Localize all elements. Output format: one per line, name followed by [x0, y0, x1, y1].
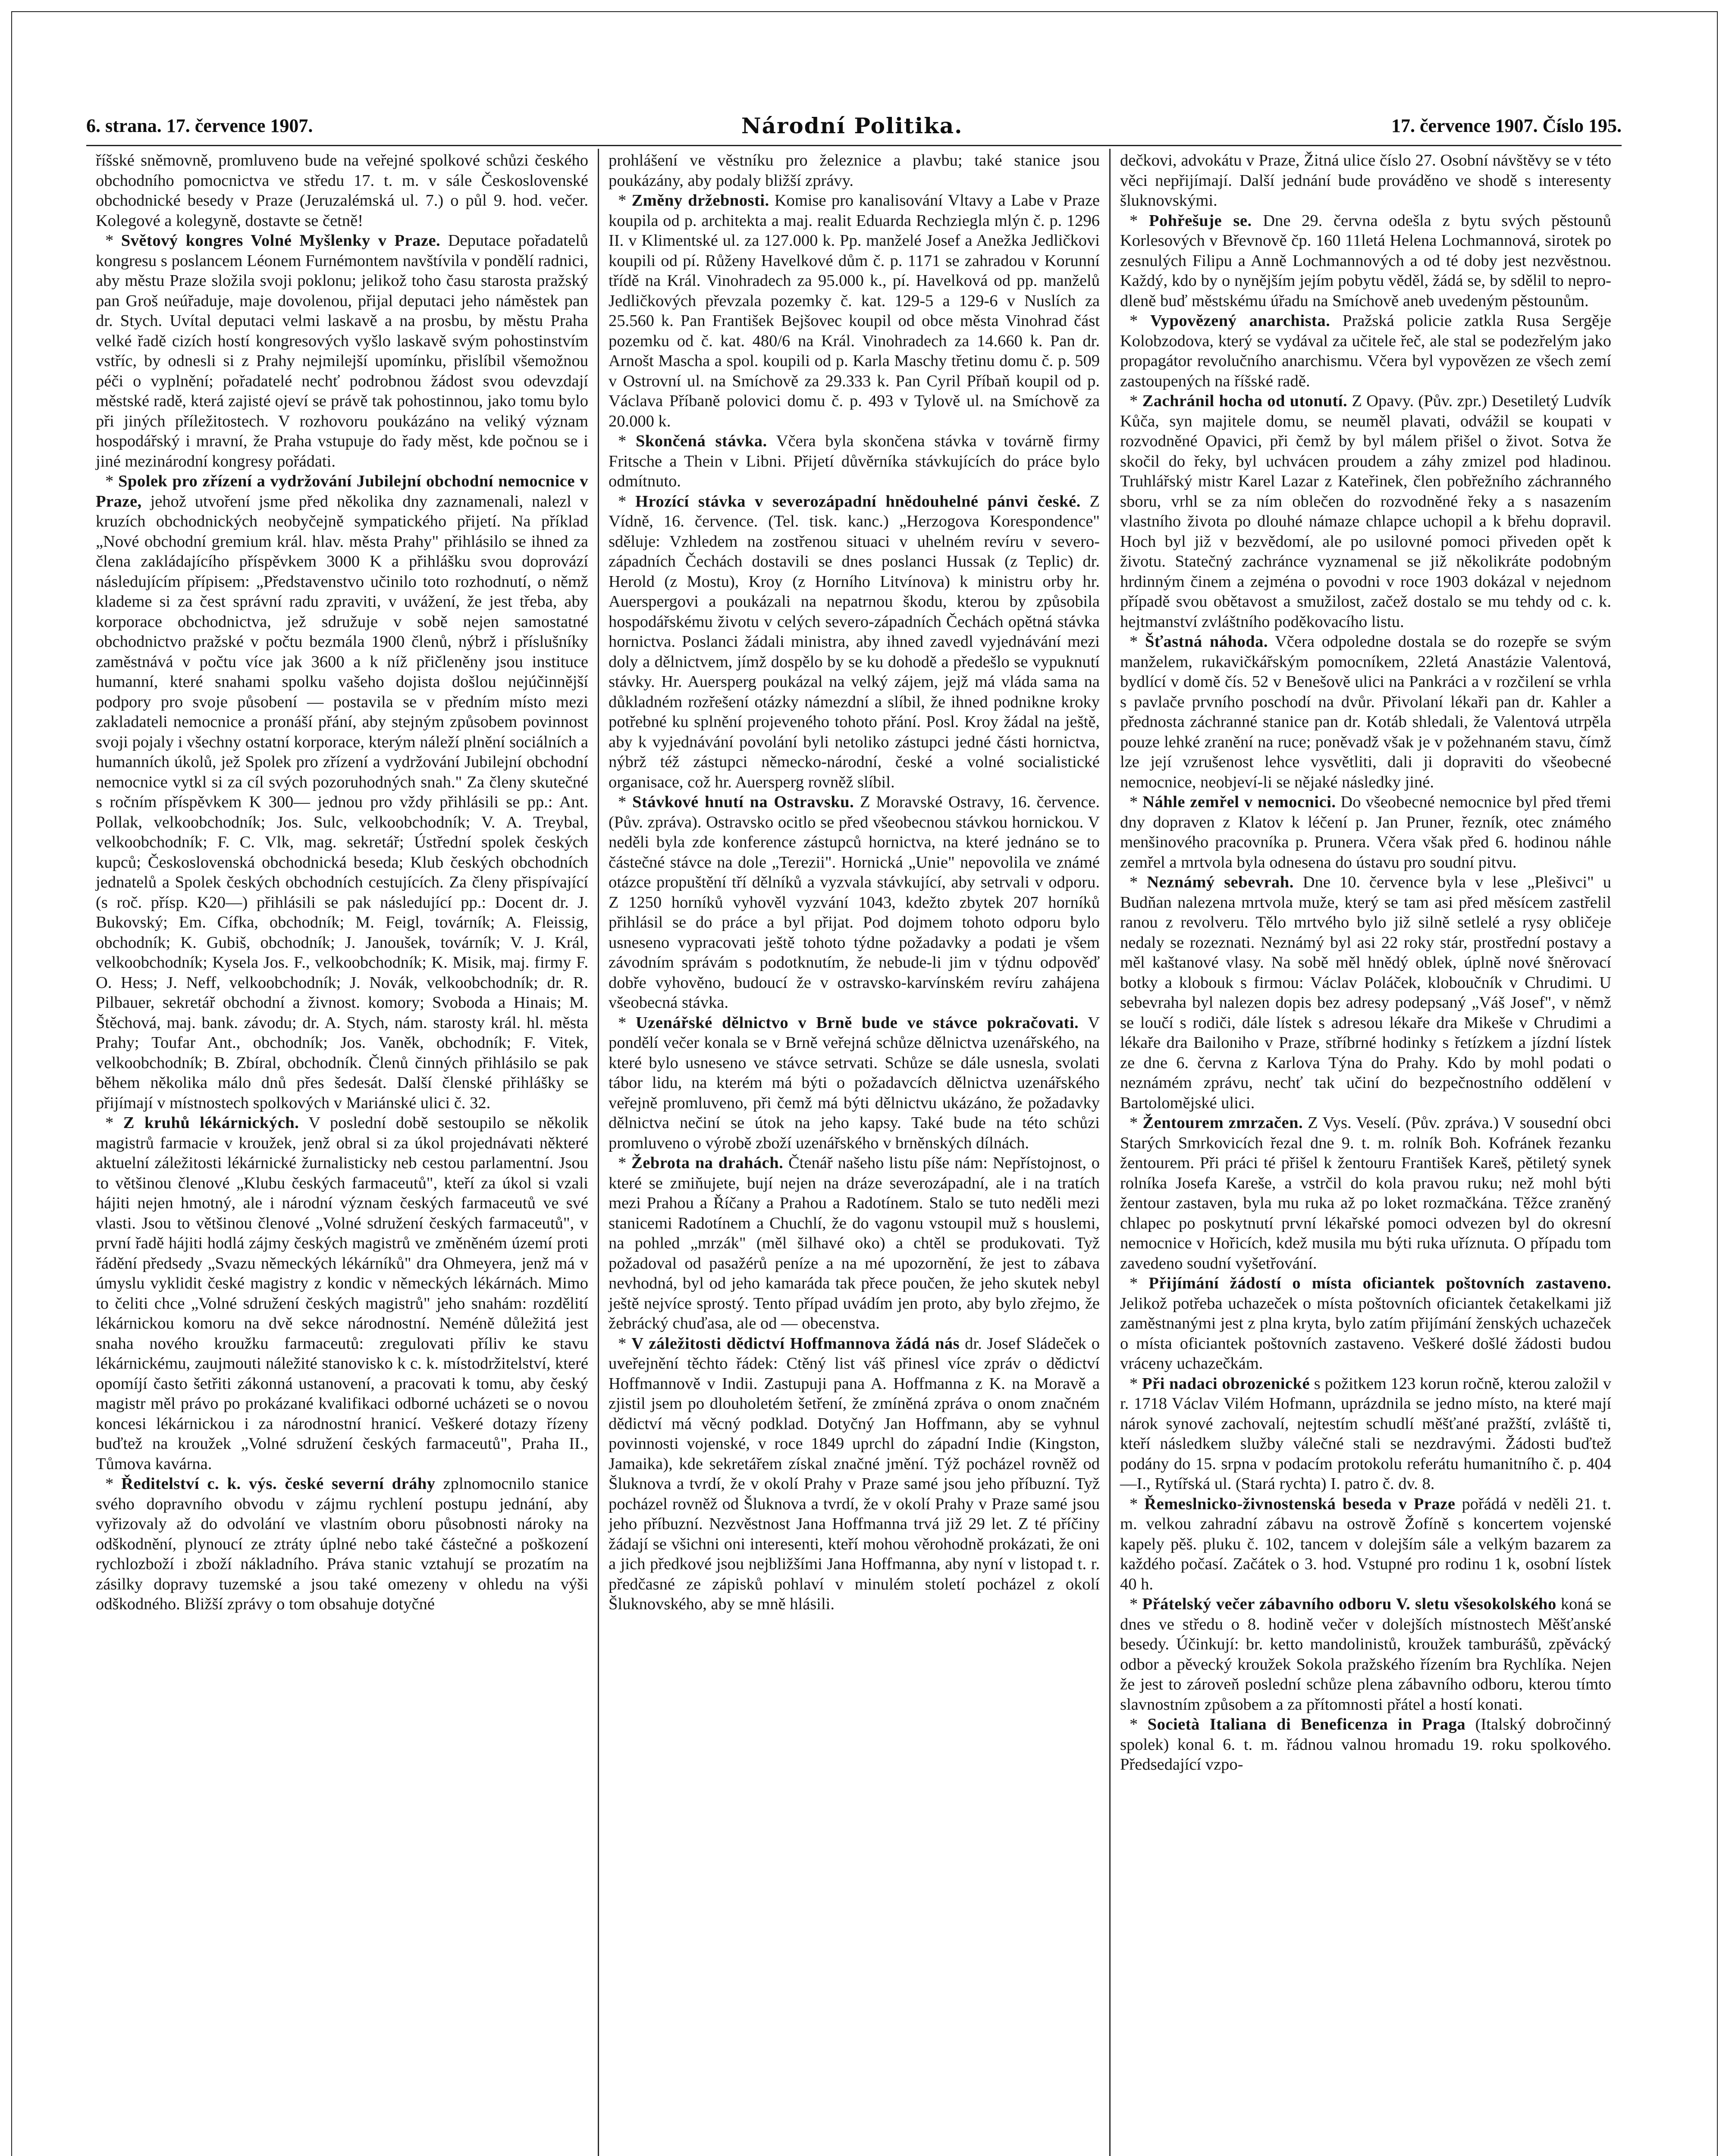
news-paragraph: * Při nadaci obrozenické s požitkem 123 korun ročně, kterou založil v r. 1718 Václav Vilém Hofmann, uprázdnila se jedno místo, na které mají nárok synové zachovalí, nejtestím schudlí měšťané pražští, zvláště ti, kteří následkem služby válečné stali se nezdravými. Žádosti buďtež podány do 15. srpna v podacím protokolu referátu humanitního č. p. 404—I., Rytířská ul. (Stará rychta) I. patro č. dv. 8.	[1120, 1374, 1612, 1493]
news-paragraph: * Světový kongres Volné Myšlenky v Praze. Deputace pořadatelů kongresu s poslancem Léonem Furnémontem navštívila v pondělí radnici, aby městu Praze složila svoji poklonu; jelikož toho času starosta pražský pan Groš neúřaduje, maje dovolenou, přijal deputaci jeho náměstek pan dr. Stych. Uvítal deputaci velmi laskavě a na prosbu, by městu Praha velké řadě cizích hostí kongresových vyšlo laskavě svým pohostinstvím vstříc, by odnesli si z Prahy nejmilejší upomínku, přislíbil všemožnou péči o vyplnění; pořadatelé nechť podrobnou žádost svou odevzdají městské radě, která zajisté ojeví se právě tak pohostinnou, jako tomu bylo při jiných příležitostech. V rozhovoru poukázáno na veliký význam hospodářský i mravní, že Praha vstupuje do řady měst, kde počnou se i jiné mezinárodní kongresy pořádati.	[96, 232, 589, 470]
news-paragraph	[1120, 150, 1611, 211]
news-body: Dne 10. července byla v lese „Plešivci" u Budňan nalezena mrtvola muže, který se tam asi před měsícem zastřelil ranou z revolveru. Tělo mrtvého bylo již silně setlelé a rysy obličeje nedaly se rozeznati. Neznámý byl asi 22 roky stár, prostřední postavy a měl kaštanové vlasy. Na sobě měl hnědý oblek, úplně nové šněrovací botky a klobouk s firmou: Václav Poláček, kloboučník v Chrudimi. U sebevraha byl nalezen dopis bez adresy podepsaný „Váš Josef", v němž se loučí s rodiči, dále lístek s adresou lékaře dra Mikeše v Chrudimi a lékaře dra Bailoniho v Praze, stříbrné hodinky s řetízkem a jízdní lístek ze dne 6. června z Karlova Týna do Prahy. Kdo by mohl podati o neznámém zprávu, nechť tak učiní do bezpečnostního oddělení v Bartolomějské ulici.	[1120, 873, 1611, 1112]
news-paragraph: * Přátelský večer zábavního odboru V. sletu všesokolského koná se dnes ve středu o 8. hodině večer v dolejších místnostech Měšťanské besedy. Účinkují: br. ketto mandolinistů, kroužek tamburášů, zpěvácký odbor a pěvecký kroužek Sokola pražského řízením bra Rychlíka. Nejen že jest to zároveň poslední schůze plena zábavního odboru, kterou tímto slavnostním způsobem a za přítomnosti přátel a hostí konati.	[1120, 1595, 1611, 1714]
news-paragraph: * Řemeslnicko-živnostenská beseda v Praze pořádá v neděli 21. t. m. velkou zahradní zábavu na ostrově Žofíně s koncertem vojenské kapely pěš. pluku č. 102, tancem v dolejším sále a velkým bazarem za každého počasí. Začátek o 3. hod. Vstupné pro rodinu 1 k, osobní lístek 40 h.	[1120, 1495, 1612, 1593]
news-paragraph: * Přijímání žádostí o místa oficiantek poštovních zastaveno. Jelikož potřeba uchazeček o místa poštovních oficiantek četakelkami již zaměstnanými jest z plna kryta, bylo zatím přijímání ženských uchazeček o místa oficiantek poštovních zastaveno. Veškeré došlé žádosti budou vráceny uchazečkám.	[1120, 1274, 1612, 1373]
news-headline: Řemeslnicko-živnostenská beseda v Praze	[1144, 1495, 1456, 1513]
column-2	[598, 149, 1109, 2156]
news-paragraph	[609, 150, 1100, 191]
news-headline: Světový kongres Volné Myšlenky v Praze.	[121, 232, 441, 250]
news-body: Deputace pořadatelů kongresu s poslancem Léonem Furnémontem navštívila v pondělí radnici, aby městu Praze složila svoji poklonu; jelikož toho času starosta pražský pan Groš neúřaduje, maje dovolenou, přijal deputaci jeho náměstek pan dr. Stych. Uvítal deputaci velmi laskavě a na prosbu, by městu Praha velké řadě cizích hostí kongresových vyšlo laskavě svým pohostinstvím vstříc, by odnesli si z Prahy nejmilejší upomínku, přislíbil všemožnou péči o vyplnění; pořadatelé nechť podrobnou žádost svou odevzdají městské radě, která zajisté ojeví se právě tak pohostinnou, jako tomu bylo při jiných příležitostech. V rozhovoru poukázáno na veliký význam hospodářský i mravní, že Praha vstupuje do řady měst, kde počnou se i jiné mezinárodní kongresy pořádati.	[96, 232, 589, 470]
news-paragraph: * Spolek pro zřízení a vydržování Jubilejní obchodní nemocnice v Praze, jehož utvoření jsme před několika dny zaznamenali, nalezl v kruzích obchodnických neobyčejně sympatického přijetí. Na příklad „Nové obchodní gremium král. hlav. města Prahy" přihlásilo se ihned za člena zakládajícího příspěvkem 3000 K a přihlášku svou doprovází následujícím přípisem: „Představenstvo učinilo toto rozhodnutí, o němž klademe si za čest správní radu zpraviti, v uvážení, že jest třeba, aby korporace obchodnictva, jež sdružuje v sobě nejen samostatné obchodnictvo pražské v počtu bezmála 1900 členů, nýbrž i příslušníky zaměstnává v počtu více jak 3600 a k níž přičleněny jsou instituce humanní, které snahami spolku vašeho dojista došlou nejúčinnější podpory pro svoje působení — postavila se v předním místo mezi zakladateli nemocnice a pronáší přání, aby stejným způsobem povinnost svoji pojaly i všechny ostatní korporace, kterým náleží plnění sociálních a humanních úkolů, jež Spolek pro zřízení a vydržování Jubilejní obchodní nemocnice vytkl si za cíl svých pozoruhodných snah." Za členy skutečné s ročním příspěvkem K 300— jednou pro vždy přihlásili se pp.: Ant. Pollak, velkoobchodník; Jos. Sulc, velkoobchodník; V. A. Treybal, velkoobchodník; F. C. Vlk, mag. sekretář; Ústřední spolek českých kupců; Československá obchodnická beseda; Klub českých obchodních jednatelů a Spolek českých obchodních cestujících. Za členy přispívající (s roč. přísp. K20—) přihlásili se pak následující pp.: Docent dr. J. Bukovský; Em. Cífka, obchodník; M. Feigl, továrník; A. Fleissig, obchodník; K. Gubiš, obchodník; J. Janoušek, továrník; V. J. Král, velkoobchodník; Kysela Jos. F., velkoobchodník; K. Misik, maj. firmy F. O. Hess; J. Neff, velkoobchodník; J. Novák, velkoobchodník; dr. R. Pilbauer, sekretář obchodní a živnost. komory; Svoboda a Hinais; M. Štěchová, maj. bank. závodu; dr. A. Stych, nám. starosty král. hl. města Prahy; Toufar Ant., obchodník; Jos. Vaněk, obchodník; F. Vitek, velkoobchodník; B. Zbíral, obchodník. Členů činných přihlásilo se pak během několika málo dnů přes šedesát. Další členské přihlášky se přijímají v místnostech spolkových v Mariánské ulici č. 32.	[96, 472, 589, 1112]
news-body: V pondělí večer konala se v Brně veřejná schůze dělnictva uzenářského, na které bylo usneseno ve stávce setrvati. Schůze se dále usnesla, svolati tábor lidu, na kterém má býti o požadavcích dělnictva uzenářského veřejně promluveno, při čemž má býti dělnictvu ukázáno, že požadavky dělnictva nečiní se útok na jeho kapsy. Také bude na této schůzi promluveno o výrobě zboží uzenářského v brněnských dílnách.	[609, 1013, 1100, 1152]
news-headline: Změny držebnosti.	[631, 191, 769, 210]
news-body: prohlášení ve věstníku pro železnice a plavbu; také stanice jsou poukázány, aby podaly bližší zprávy.	[609, 151, 1100, 190]
news-headline: Pohřešuje se.	[1148, 211, 1252, 230]
header-left: 6. strana. 17. července 1907.	[86, 115, 313, 136]
news-body: pořádá v neděli 21. t. m. velkou zahradní zábavu na ostrově Žofíně s koncertem vojenské kapely pěš. pluku č. 102, tancem v dolejším sále a velkým bazarem za každého počasí. Začátek o 3. hod. Vstupné pro rodinu 1 k, osobní lístek 40 h.	[1120, 1495, 1612, 1593]
news-paragraph: * Ředitelství c. k. výs. české severní dráhy zplnomocnilo stanice svého dopravního obvodu v zájmu rychlení postupu jednání, aby vyřizovaly až do odvolání ve vlastním oboru působnosti nároky na odškodnění, plynoucí ze ztráty úplné nebo také částečné a poškození rychlozboží i zboží nákladního. Práva stanic vztahují se prozatím na zásilky dopravy tuzemské a jsou také omezeny v ohledu na výši odškodného. Bližší zprávy o tom obsahuje dotyčné	[96, 1475, 589, 1613]
news-body: jehož utvoření jsme před několika dny zaznamenali, nalezl v kruzích obchodnických neobyčejně sympatického přijetí. Na příklad „Nové obchodní gremium král. hlav. města Prahy" přihlásilo se ihned za člena zakládajícího příspěvkem 3000 K a přihlášku svou doprovází následujícím přípisem: „Představenstvo učinilo toto rozhodnutí, o němž klademe si za čest správní radu zpraviti, v uvážení, že jest třeba, aby korporace obchodnictva, jež sdružuje v sobě nejen samostatné obchodnictvo pražské v počtu bezmála 1900 členů, nýbrž i příslušníky zaměstnává v počtu více jak 3600 a k níž přičleněny jsou instituce humanní, které snahami spolku vašeho dojista došlou nejúčinnější podpory pro svoje působení — postavila se v předním místo mezi zakladateli nemocnice a pronáší přání, aby stejným způsobem povinnost svoji pojaly i všechny ostatní korporace, kterým náleží plnění sociálních a humanních úkolů, jež Spolek pro zřízení a vydržování Jubilejní obchodní nemocnice vytkl si za cíl svých pozoruhodných snah." Za členy skutečné s ročním příspěvkem K 300— jednou pro vždy přihlásili se pp.: Ant. Pollak, velkoobchodník; Jos. Sulc, velkoobchodník; V. A. Treybal, velkoobchodník; F. C. Vlk, mag. sekretář; Ústřední spolek českých kupců; Československá obchodnická beseda; Klub českých obchodních jednatelů a Spolek českých obchodních cestujících. Za členy přispívající (s roč. přísp. K20—) přihlásili se pak následující pp.: Docent dr. J. Bukovský; Em. Cífka, obchodník; M. Feigl, továrník; A. Fleissig, obchodník; K. Gubiš, obchodník; J. Janoušek, továrník; V. J. Král, velkoobchodník; Kysela Jos. F., velkoobchodník; K. Misik, maj. firmy F. O. Hess; J. Neff, velkoobchodník; J. Novák, velkoobchodník; dr. R. Pilbauer, sekretář obchodní a živnost. komory; Svoboda a Hinais; M. Štěchová, maj. bank. závodu; dr. A. Stych, nám. starosty král. hl. města Prahy; Toufar Ant., obchodník; Jos. Vaněk, obchodník; F. Vitek, velkoobchodník; B. Zbíral, obchodník. Členů činných přihlásilo se pak během několika málo dnů přes šedesát. Další členské přihlášky se přijímají v místnostech spolkových v Mariánské ulici č. 32.	[96, 492, 588, 1112]
news-headline: Stávkové hnutí na Ostravsku.	[632, 793, 854, 811]
article-columns	[86, 149, 1622, 2156]
news-headline: Società Italiana di Beneficenza in Praga	[1147, 1715, 1466, 1733]
news-body: Z Opavy. (Pův. zpr.) Desetiletý Ludvík Kůča, syn majitele domu, se neuměl plavati, odvážil se koupati v rozvodněné Opavici, při čemž by byl málem přišel o život. Sotva že skočil do řeky, byl uchvácen proudem a záhy zmizel pod hladinou. Truhlářský mistr Karel Lazar z Kateřinek, člen pobřežního záchranného sboru, vrhl se za ním oblečen do rozvodněné řeky a s nasazením vlastního života po dlouhé námaze chlapce uchopil a k břehu dopravil. Hoch byl již v bezvědomí, ale po usilovné pomoci přiveden opět k životu. Statečný zachránce vyznamenal se již několikráte podobným hrdinným činem a zejména o povodni v roce 1903 dokázal v nejednom případě svou obětavost a smužilost, začež dostalo se mu tehdy od c. k. hejtmanství zvláštního poděkovacího listu.	[1120, 392, 1611, 631]
news-paragraph: * V záležitosti dědictví Hoffmannova žádá nás dr. Josef Sládeček o uveřejnění těchto řádek: Ctěný list váš přinesl více zpráv o dědictví Hoffmannově v Indii. Zastupuji pana A. Hoffmanna z K. na Moravě a zjistil jsem po dlouholetém šetření, že zmíněná zpráva o onom značném dědictví má věcný podklad. Dotyčný Jan Hoffmann, aby se vyhnul povinnosti vojenské, v roce 1849 uprchl do západní Indie (Kingston, Jamaika), kde sekretářem získal značné jmění. Týž pocházel rovněž od Šluknova a tvrdí, že v okolí Prahy v Praze samé jsou jeho příbuzní. Tyž pocházel rovněž od Šluknova a tvrdí, že v okolí Prahy v Praze samé jsou jeho příbuzní. Nezvěstnost Jana Hoffmanna trvá již 29 let. Z té příčiny žádají se všichni oni interesenti, kteří mohou věrohodně prokázati, že oni a jich předkové jsou nejbližšími Jana Hoffmanna, aby nyní v listopad t. r. předčasné ze zápisků pohlaví v minulém století pocházel z okolí Šluknovského, aby se mně hlásili.	[609, 1334, 1100, 1613]
news-paragraph: * Žentourem zmrzačen. Z Vys. Veselí. (Pův. zpráva.) V sousední obci Starých Smrkovicích řezal dne 9. t. m. rolník Boh. Kofránek řezanku žentourem. Při práci té přišel k žentouru František Kareš, pětiletý synek rolníka Josefa Kareše, a vstrčil do kola pravou ruku; než mohl býti žentour zastaven, byla mu ruka až po loket rozmačkána. Těžce zraněný chlapec po poskytnutí první lékařské pomoci odvezen byl do okresní nemocnice v Hořicích, kdež musila mu býti ruka uříznuta. O případu tom zavedeno soudní vyšetřování.	[1120, 1114, 1612, 1272]
news-body: říšské sněmovně, promluveno bude na veřejné spolkové schůzi českého obchodního pomocnictva ve středu 17. t. m. v sále Československé obchodnické besedy v Praze (Jeruzalémská ul. 7.) o půl 9. hod. večer. Kolegové a kolegyně, dostavte se četně!	[96, 151, 588, 230]
news-paragraph: * Skončená stávka. Včera byla skončena stávka v továrně firmy Fritsche a Thein v Libni. Přijetí důvěrníka stávkujících do práce bylo odmítnuto.	[609, 432, 1100, 490]
news-paragraph: * Neznámý sebevrah. Dne 10. července byla v lese „Plešivci" u Budňan nalezena mrtvola muže, který se tam asi před měsícem zastřelil ranou z revolveru. Tělo mrtvého bylo již silně setlelé a rysy obličeje nedaly se rozeznati. Neznámý byl asi 22 roky stár, prostřední postavy a měl kaštanové vlasy. Na sobě měl hnědý oblek, úplně nové šněrovací botky a klobouk s firmou: Václav Poláček, kloboučník v Chrudimi. U sebevraha byl nalezen dopis bez adresy podepsaný „Váš Josef", v němž se loučí s rodiči, dále lístek s adresou lékaře dra Mikeše v Chrudimi a lékaře dra Bailoniho v Praze, stříbrné hodinky s řetízkem a jízdní lístek ze dne 6. června z Karlova Týna do Prahy. Kdo by mohl podati o neznámém zprávu, nechť tak učiní do bezpečnostního oddělení v Bartolomějské ulici.	[1120, 873, 1611, 1112]
news-body: Čtenář našeho listu píše nám: Nepřístojnost, o které se zmiňujete, bují nejen na dráze severozápadní, ale i na tratích mezi Prahou a Říčany a Prahou a Radotínem. Stalo se tuto neděli mezi stanicemi Radotínem a Chuchlí, že do vagonu vstoupil muž s houslemi, na pohled „mrzák" (měl šilhavé oko) a chtěl se produkovati. Tyž požadoval od pasažérů peníze a na mé upozornění, že jest to zábava nevhodná, byl od jeho kamaráda tak přece poučen, že jeho skutek nebyl ještě nejvíce sprostý. Tento případ uvádím jen proto, aby bylo zřejmo, že žebrácký chuďasa, ale od — obecenstva.	[609, 1154, 1100, 1332]
news-headline: Žentourem zmrzačen.	[1142, 1114, 1303, 1132]
news-body: Pražská policie zatkla Rusa Sergěje Kolobzodova, který se vydával za učitele řeč, ale stal se podezřelým jako propagátor revolučního anarchismu. Včera byl vypovězen ze všech zemí zastoupených na říšské radě.	[1120, 312, 1612, 390]
news-body: zplnomocnilo stanice svého dopravního obvodu v zájmu rychlení postupu jednání, aby vyřizovaly až do odvolání ve vlastním oboru působnosti nároky na odškodnění, plynoucí ze ztráty úplné nebo také částečné a poškození rychlozboží i zboží nákladního. Práva stanic vztahují se prozatím na zásilky dopravy tuzemské a jsou také omezeny v ohledu na výši odškodného. Bližší zprávy o tom obsahuje dotyčné	[96, 1475, 589, 1613]
news-paragraph: * Pohřešuje se. Dne 29. června odešla z bytu svých pěstounů Korlesových v Břevnově čp. 160 11letá Helena Lochmannová, sirotek po zesnulých Filipu a Anně Lochmannových a od té doby jest nezvěstnou. Každý, kdo by o nynějším jejím pobytu věděl, žádá se, by sdělil to nepro-dleně buď městskému úřadu na Smíchově aneb uvedeným pěstounům.	[1120, 211, 1612, 310]
column-1	[86, 149, 598, 2156]
news-headline: V záležitosti dědictví Hoffmannova žádá nás	[631, 1334, 960, 1353]
news-paragraph: * Žebrota na drahách. Čtenář našeho listu píše nám: Nepřístojnost, o které se zmiňujete, bují nejen na dráze severozápadní, ale i na tratích mezi Prahou a Říčany a Prahou a Radotínem. Stalo se tuto neděli mezi stanicemi Radotínem a Chuchlí, že do vagonu vstoupil muž s houslemi, na pohled „mrzák" (měl šilhavé oko) a chtěl se produkovati. Tyž požadoval od pasažérů peníze a na mé upozornění, že jest to zábava nevhodná, byl od jeho kamaráda tak přece poučen, že jeho skutek nebyl ještě nejvíce sprostý. Tento případ uvádím jen proto, aby bylo zřejmo, že žebrácký chuďasa, ale od — obecenstva.	[609, 1154, 1100, 1332]
news-body: Včera byla skončena stávka v továrně firmy Fritsche a Thein v Libni. Přijetí důvěrníka stávkujících do práce bylo odmítnuto.	[609, 432, 1100, 490]
masthead-title: Národní Politika.	[741, 113, 963, 138]
news-headline: Náhle zemřel v nemocnici.	[1142, 793, 1336, 811]
header-right: 17. července 1907. Číslo 195.	[1391, 115, 1622, 136]
news-body: V poslední době sestoupilo se několik magistrů farmacie v kroužek, jenž obral si za úkol projednávati některé aktuelní záležitosti lékárnické žurnalisticky neb cestou parlamentní. Jsou to většinou členové „Klubu českých farmaceutů", kteří za úkol si vzali hájiti nejen hmotný, ale i národní význam českých farmaceutů ve své vlasti. Jsou to většinou členové „Volné sdružení českých farmaceutů", v první řadě hájiti hodlá zájmy českých magistrů ve změněném území proti řádění předsedy „Svazu německých lékárníků" dra Ohmeyera, jenž má v úmyslu vyklidit české magistry z kondic v německých lékárnách. Mimo to čeliti chce „Volné sdružení českých magistrů" jeho snahám: rozdělití lékárnickou komoru na dvě sekce národnostní. Neméně důležitá jest snaha nového kroužku farmaceutů: zregulovati příliv ke stavu lékárnickému, zaujmouti náležité stanovisko k c. k. místodržitelství, které opomíjí často šetřiti zákonná ustanovení, a pracovati k tomu, aby český magistr měl právo po prokázané kvalifikaci odborné ucházeti se o novou koncesi lékárnickou i za národnostní hranicí. Veškeré dotazy řízeny buďtež na kroužek „Volné sdružení českých farmaceutů", Praha II., Tůmova kavárna.	[96, 1114, 589, 1473]
news-body: Z Moravské Ostravy, 16. července. (Pův. zpráva). Ostravsko ocitlo se před všeobecnou stávkou hornickou. V neděli byla zde konference zástupců hornictva, na které jednáno se to částečné stávce na dole „Terezii". Hornická „Unie" nepovolila ve známé otázce propuštění tří dělníků a vyzvala stávkující, aby setrvali v odporu. Z 1250 horníků vyhověl vyzvání 1043, kdežto zbytek 207 horníků přihlásil se do práce a byl přijat. Pod dojmem tohoto odporu bylo usneseno vypracovati ještě tohoto týdne požadavky a podati je všem závodním správám s podotknutím, že nebude-li jim v týdnu odpověď dobře vyhověno, budoucí že v ostravsko-karvínském revíru zahájena všeobecná stávka.	[609, 793, 1100, 1012]
news-body: s požitkem 123 korun ročně, kterou založil v r. 1718 Václav Vilém Hofmann, uprázdnila se jedno místo, na které mají nárok synové zachovalí, nejtestím schudlí měšťané pražští, zvláště ti, kteří následkem služby válečné stali se nezdravými. Žádosti buďtež podány do 15. srpna v podacím protokolu referátu humanitního č. p. 404—I., Rytířská ul. (Stará rychta) I. patro č. dv. 8.	[1120, 1374, 1612, 1493]
news-paragraph: * Società Italiana di Beneficenza in Praga (Italský dobročinný spolek) konal 6. t. m. řádnou valnou hromadu 19. roku spolkového. Předsedající vzpo-	[1120, 1715, 1612, 1774]
news-headline: Při nadaci obrozenické	[1142, 1374, 1310, 1393]
news-body: koná se dnes ve středu o 8. hodině večer v dolejších místnostech Měšťanské besedy. Účinkují: br. ketto mandolinistů, kroužek tamburášů, zpěvácký odbor a pěvecký kroužek Sokola pražského řízením bra Rychlíka. Nejen že jest to zároveň poslední schůze plena zábavního odboru, kterou tímto slavnostním způsobem a za přítomnosti přátel a hostí konati.	[1120, 1595, 1611, 1714]
news-headline: Zachránil hocha od utonutí.	[1142, 392, 1348, 410]
news-paragraph	[96, 150, 588, 231]
news-paragraph: * Vypovězený anarchista. Pražská policie zatkla Rusa Sergěje Kolobzodova, který se vydával za učitele řeč, ale stal se podezřelým jako propagátor revolučního anarchismu. Včera byl vypovězen ze všech zemí zastoupených na říšské radě.	[1120, 312, 1612, 390]
news-headline: Z kruhů lékárnických.	[123, 1114, 299, 1132]
column-3	[1109, 149, 1621, 2156]
news-paragraph: * Změny držebnosti. Komise pro kanalisování Vltavy a Labe v Praze koupila od p. architekta a maj. realit Eduarda Rechziegla mlýn č. p. 1296 II. v Klimentské ul. za 127.000 k. Pp. manželé Josef a Anežka Jedličkovi koupili od pí. Růženy Havelkové dům č. p. 1171 se zahradou v Korunní třídě na Král. Vinohradech za 95.000 k., pí. Havelková od pp. manželů Jedličkových převzala pozemky č. kat. 129-5 a 129-6 v Nuslích za 25.560 k. Pan František Bejšovec koupil od obce města Vinohrad část pozemku od č. kat. 480/6 na Král. Vinohradech za 14.660 k. Pan dr. Arnošt Mascha a spol. koupili od p. Karla Maschy třetinu domu č. p. 509 v Ostrovní ul. na Smíchově za 29.333 k. Pan Cyril Příbaň koupil od p. Václava Příbaně polovici domu č. p. 493 v Tylově ul. na Smíchově za 20.000 k.	[609, 191, 1100, 430]
news-headline: Spolek pro zřízení a vydržování Jubilejní obchodní nemocnice v Praze,	[96, 472, 589, 511]
news-body: Z Vys. Veselí. (Pův. zpráva.) V sousední obci Starých Smrkovicích řezal dne 9. t. m. rolník Boh. Kofránek řezanku žentourem. Při práci té přišel k žentouru František Kareš, pětiletý synek rolníka Josefa Kareše, a vstrčil do kola pravou ruku; než mohl býti žentour zastaven, byla mu ruka až po loket rozmačkána. Těžce zraněný chlapec po poskytnutí první lékařské pomoci odvezen byl do okresní nemocnice v Hořicích, kdež musila mu býti ruka uříznuta. O případu tom zavedeno soudní vyšetřování.	[1120, 1114, 1612, 1272]
news-paragraph: * Šťastná náhoda. Včera odpoledne dostala se do rozepře se svým manželem, rukavičkářským pomocníkem, 22letá Anastázie Valentová, bydlící v domě čís. 52 v Benešově ulici na Pankráci a v rozčilení se vrhla s pavlače prvního poschodí na dvůr. Přivolaní lékaři pan dr. Kahler a přednosta záchranné stanice pan dr. Kotáb shledali, že Valentová utrpěla pouze lehké zranění na ruce; poněvadž však je v požehnaném stavu, čímž lze její vzrušenost lehce vysvětliti, dali ji dopraviti do všeobecné nemocnice, neobjeví-li se nějaké následky jiné.	[1120, 633, 1611, 791]
news-paragraph: * Uzenářské dělnictvo v Brně bude ve stávce pokračovati. V pondělí večer konala se v Brně veřejná schůze dělnictva uzenářského, na které bylo usneseno ve stávce setrvati. Schůze se dále usnesla, svolati tábor lidu, na kterém má býti o požadavcích dělnictva uzenářského veřejně promluveno, při čemž má býti dělnictvu ukázáno, že požadavky dělnictva nečiní se útok na jeho kapsy. Také bude na této schůzi promluveno o výrobě zboží uzenářského v brněnských dílnách.	[609, 1013, 1100, 1152]
news-headline: Uzenářské dělnictvo v Brně bude ve stávce pokračovati.	[636, 1013, 1079, 1032]
news-headline: Ředitelství c. k. výs. české severní dráhy	[121, 1475, 436, 1493]
news-paragraph: * Z kruhů lékárnických. V poslední době sestoupilo se několik magistrů farmacie v kroužek, jenž obral si za úkol projednávati některé aktuelní záležitosti lékárnické žurnalisticky neb cestou parlamentní. Jsou to většinou členové „Klubu českých farmaceutů", kteří za úkol si vzali hájiti nejen hmotný, ale i národní význam českých farmaceutů ve své vlasti. Jsou to většinou členové „Volné sdružení českých farmaceutů", v první řadě hájiti hodlá zájmy českých magistrů ve změněném území proti řádění předsedy „Svazu německých lékárníků" dra Ohmeyera, jenž má v úmyslu vyklidit české magistry z kondic v německých lékárnách. Mimo to čeliti chce „Volné sdružení českých magistrů" jeho snahám: rozdělití lékárnickou komoru na dvě sekce národnostní. Neméně důležitá jest snaha nového kroužku farmaceutů: zregulovati příliv ke stavu lékárnickému, zaujmouti náležité stanovisko k c. k. místodržitelství, které opomíjí často šetřiti zákonná ustanovení, a pracovati k tomu, aby český magistr měl právo po prokázané kvalifikaci odborné ucházeti se o novou koncesi lékárnickou i za národnostní hranicí. Veškeré dotazy řízeny buďtež na kroužek „Volné sdružení českých farmaceutů", Praha II., Tůmova kavárna.	[96, 1114, 589, 1473]
news-body: Z Vídně, 16. července. (Tel. tisk. kanc.) „Herzogova Korespondence" sděluje: Vzhledem na zostřenou situaci v uhelném revíru v severo-západních Čechách dostavili se dnes poslanci Hussak (z Teplic) dr. Herold (z Mostu), Kroy (z Horního Litvínova) k ministru orby hr. Auerspergovi a poukázali na nepatrnou škodu, kterou by způsobila hospodářskému životu v celých severo-západních Čechách opětná stávka hornictva. Poslanci žádali ministra, aby ihned zavedl vyjednávání mezi doly a dělnictvem, jímž dospělo by se ku dohodě a předešlo se vypuknutí stávky. Hr. Auersperg poukázal na velký zájem, jejž má vláda sama na důkladném rozřešení otázky námezdní a slíbil, že ihned podnikne kroky potřebné ku splnění projeveného tohoto přání. Posl. Kroy žádal na ještě, aby k vyjednávání povolání byli netoliko zástupci jedné části hornictva, nýbrž též zástupci německo-národní, české a volné socialistické organisace, což hr. Auersperg rovněž slíbil.	[609, 492, 1100, 791]
news-body: Komise pro kanalisování Vltavy a Labe v Praze koupila od p. architekta a maj. realit Eduarda Rechziegla mlýn č. p. 1296 II. v Klimentské ul. za 127.000 k. Pp. manželé Josef a Anežka Jedličkovi koupili od pí. Růženy Havelkové dům č. p. 1171 se zahradou v Korunní třídě na Král. Vinohradech za 95.000 k., pí. Havelková od pp. manželů Jedličkových převzala pozemky č. kat. 129-5 a 129-6 v Nuslích za 25.560 k. Pan František Bejšovec koupil od obce města Vinohrad část pozemku od č. kat. 480/6 na Král. Vinohradech za 14.660 k. Pan dr. Arnošt Mascha a spol. koupili od p. Karla Maschy třetinu domu č. p. 509 v Ostrovní ul. na Smíchově za 29.333 k. Pan Cyril Příbaň koupil od p. Václava Příbaně polovici domu č. p. 493 v Tylově ul. na Smíchově za 20.000 k.	[609, 191, 1100, 430]
news-headline: Šťastná náhoda.	[1145, 633, 1268, 651]
news-paragraph: * Náhle zemřel v nemocnici. Do všeobecné nemocnice byl před třemi dny dopraven z Klatov k léčení p. Jan Pruner, řezník, otec známého menšinového pracovníka p. Prunera. Včera však před 6. hodinou náhle zemřel a mrtvola byla odnesena do ústavu pro soudní pitvu.	[1120, 793, 1611, 871]
news-body: Do všeobecné nemocnice byl před třemi dny dopraven z Klatov k léčení p. Jan Pruner, řezník, otec známého menšinového pracovníka p. Prunera. Včera však před 6. hodinou náhle zemřel a mrtvola byla odnesena do ústavu pro soudní pitvu.	[1120, 793, 1611, 871]
news-body: Včera odpoledne dostala se do rozepře se svým manželem, rukavičkářským pomocníkem, 22letá Anastázie Valentová, bydlící v domě čís. 52 v Benešově ulici na Pankráci a v rozčilení se vrhla s pavlače prvního poschodí na dvůr. Přivolaní lékaři pan dr. Kahler a přednosta záchranné stanice pan dr. Kotáb shledali, že Valentová utrpěla pouze lehké zranění na ruce; poněvadž však je v požehnaném stavu, čímž lze její vzrušenost lehce vysvětliti, dali ji dopraviti do všeobecné nemocnice, neobjeví-li se nějaké následky jiné.	[1120, 633, 1611, 791]
news-body: dečkovi, advokátu v Praze, Žitná ulice číslo 27. Osobní návštěvy se v této věci nepřijímají. Další jednání bude prováděno ve shodě s interesenty šluknovskými.	[1120, 151, 1611, 210]
news-headline: Hrozící stávka v severozápadní hnědouhelné pánvi české.	[635, 492, 1081, 511]
news-headline: Skončená stávka.	[635, 432, 767, 450]
news-paragraph: * Hrozící stávka v severozápadní hnědouhelné pánvi české. Z Vídně, 16. července. (Tel. tisk. kanc.) „Herzogova Korespondence" sděluje: Vzhledem na zostřenou situaci v uhelném revíru v severo-západních Čechách dostavili se dnes poslanci Hussak (z Teplic) dr. Herold (z Mostu), Kroy (z Horního Litvínova) k ministru orby hr. Auerspergovi a poukázali na nepatrnou škodu, kterou by způsobila hospodářskému životu v celých severo-západních Čechách opětná stávka hornictva. Poslanci žádali ministra, aby ihned zavedl vyjednávání mezi doly a dělnictvem, jímž dospělo by se ku dohodě a předešlo se vypuknutí stávky. Hr. Auersperg poukázal na velký zájem, jejž má vláda sama na důkladném rozřešení otázky námezdní a slíbil, že ihned podnikne kroky potřebné ku splnění projeveného tohoto přání. Posl. Kroy žádal na ještě, aby k vyjednávání povolání byli netoliko zástupci jedné části hornictva, nýbrž též zástupci německo-národní, české a volné socialistické organisace, což hr. Auersperg rovněž slíbil.	[609, 492, 1100, 791]
news-body: Dne 29. června odešla z bytu svých pěstounů Korlesových v Břevnově čp. 160 11letá Helena Lochmannová, sirotek po zesnulých Filipu a Anně Lochmannových a od té doby jest nezvěstnou. Každý, kdo by o nynějším jejím pobytu věděl, žádá se, by sdělil to nepro-dleně buď městskému úřadu na Smíchově aneb uvedeným pěstounům.	[1120, 211, 1612, 310]
news-headline: Přijímání žádostí o místa oficiantek poštovních zastaveno.	[1148, 1274, 1612, 1292]
news-headline: Žebrota na drahách.	[631, 1154, 784, 1172]
news-paragraph: * Zachránil hocha od utonutí. Z Opavy. (Pův. zpr.) Desetiletý Ludvík Kůča, syn majitele domu, se neuměl plavati, odvážil se koupati v rozvodněné Opavici, při čemž by byl málem přišel o život. Sotva že skočil do řeky, byl uchvácen proudem a záhy zmizel pod hladinou. Truhlářský mistr Karel Lazar z Kateřinek, člen pobřežního záchranného sboru, vrhl se za ním oblečen do rozvodněné řeky a s nasazením vlastního života po dlouhé námaze chlapce uchopil a k břehu dopravil. Hoch byl již v bezvědomí, ale po usilovné pomoci přiveden opět k životu. Statečný zachránce vyznamenal se již několikráte podobným hrdinným činem a zejména o povodni v roce 1903 dokázal v nejednom případě svou obětavost a smužilost, začež dostalo se mu tehdy od c. k. hejtmanství zvláštního poděkovacího listu.	[1120, 392, 1611, 631]
news-headline: Přátelský večer zábavního odboru V. sletu všesokolského	[1142, 1595, 1556, 1613]
news-body: dr. Josef Sládeček o uveřejnění těchto řádek: Ctěný list váš přinesl více zpráv o dědictví Hoffmannově v Indii. Zastupuji pana A. Hoffmanna z K. na Moravě a zjistil jsem po dlouholetém šetření, že zmíněná zpráva o onom značném dědictví má věcný podklad. Dotyčný Jan Hoffmann, aby se vyhnul povinnosti vojenské, v roce 1849 uprchl do západní Indie (Kingston, Jamaika), kde sekretářem získal značné jmění. Týž pocházel rovněž od Šluknova a tvrdí, že v okolí Prahy v Praze samé jsou jeho příbuzní. Tyž pocházel rovněž od Šluknova a tvrdí, že v okolí Prahy v Praze samé jsou jeho příbuzní. Nezvěstnost Jana Hoffmanna trvá již 29 let. Z té příčiny žádají se všichni oni interesenti, kteří mohou věrohodně prokázati, že oni a jich předkové jsou nejbližšími Jana Hoffmanna, aby nyní v listopad t. r. předčasné ze zápisků pohlaví v minulém století pocházel z okolí Šluknovského, aby se mně hlásili.	[609, 1334, 1100, 1613]
news-headline: Vypovězený anarchista.	[1150, 312, 1330, 330]
news-paragraph: * Stávkové hnutí na Ostravsku. Z Moravské Ostravy, 16. července. (Pův. zpráva). Ostravsko ocitlo se před všeobecnou stávkou hornickou. V neděli byla zde konference zástupců hornictva, na které jednáno se to částečné stávce na dole „Terezii". Hornická „Unie" nepovolila ve známé otázce propuštění tří dělníků a vyzvala stávkující, aby setrvali v odporu. Z 1250 horníků vyhověl vyzvání 1043, kdežto zbytek 207 horníků přihlásil se do práce a byl přijat. Pod dojmem tohoto odporu bylo usneseno vypracovati ještě tohoto týdne požadavky a podati je všem závodním správám s podotknutím, že nebude-li jim v týdnu odpověď dobře vyhověno, budoucí že v ostravsko-karvínském revíru zahájena všeobecná stávka.	[609, 793, 1100, 1012]
page-header	[86, 109, 1622, 142]
news-headline: Neznámý sebevrah.	[1147, 873, 1294, 891]
header-rule	[86, 145, 1622, 146]
news-body: Jelikož potřeba uchazeček o místa poštovních oficiantek četakelkami již zaměstnanými jest z plna kryta, bylo zatím přijímání ženských uchazeček o místa oficiantek poštovních zastaveno. Veškeré došlé žádosti budou vráceny uchazečkám.	[1120, 1294, 1611, 1373]
news-body: (Italský dobročinný spolek) konal 6. t. m. řádnou valnou hromadu 19. roku spolkového. Předsedající vzpo-	[1120, 1715, 1612, 1774]
